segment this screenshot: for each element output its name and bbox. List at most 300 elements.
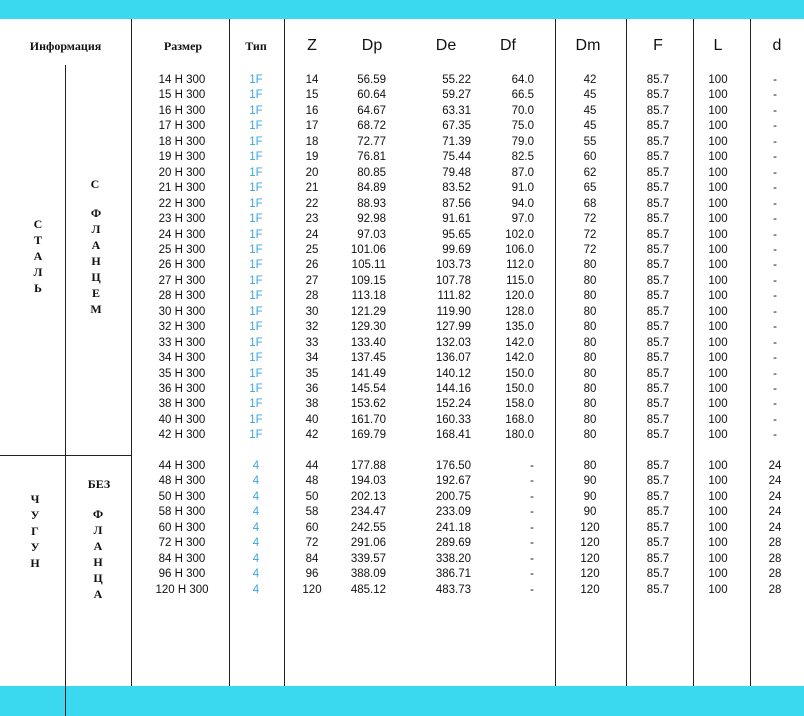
cell-f: 85.7 (646, 490, 670, 503)
table-row (0, 150, 804, 165)
cell-d: 24 (768, 460, 782, 472)
cell-dp: 121.29 (350, 305, 386, 318)
cell-type: 1F (249, 120, 263, 133)
cell-size: 22 H 300 (158, 197, 206, 210)
cell-d: - (773, 243, 777, 256)
cell-dp: 60.64 (357, 89, 386, 102)
cell-df: - (530, 490, 534, 503)
table-row (0, 166, 804, 181)
cell-l: 100 (708, 182, 728, 195)
cell-f: 85.7 (646, 352, 670, 365)
cell-type: 1F (249, 228, 263, 241)
table-row (0, 197, 804, 212)
cell-z: 19 (305, 151, 319, 164)
cell-df: - (530, 583, 534, 596)
cell-dm: 120 (580, 537, 600, 550)
cell-dp: 101.06 (350, 243, 386, 256)
cell-f: 85.7 (646, 135, 670, 148)
cell-d: - (773, 413, 777, 426)
table-row (0, 474, 804, 489)
cell-dm: 80 (583, 413, 597, 426)
cell-dm: 68 (583, 197, 597, 210)
cell-type: 4 (252, 490, 260, 503)
cell-l: 100 (708, 398, 728, 411)
cell-l: 100 (708, 166, 728, 179)
cell-l: 100 (708, 274, 728, 287)
cell-df: 82.5 (511, 151, 534, 164)
cell-size: 30 H 300 (158, 305, 206, 318)
cell-size: 26 H 300 (158, 259, 206, 272)
cell-size: 27 H 300 (158, 274, 206, 287)
cell-type: 1F (249, 398, 263, 411)
cell-type: 1F (249, 429, 263, 442)
cell-type: 4 (252, 506, 260, 519)
cell-size: 40 H 300 (158, 413, 206, 426)
cell-dp: 137.45 (350, 352, 386, 365)
cell-d: - (773, 290, 777, 303)
label-letter: С (33, 217, 43, 231)
cell-df: 168.0 (505, 413, 534, 426)
cell-type: 4 (252, 475, 260, 488)
cell-z: 60 (305, 521, 319, 534)
cell-type: 1F (249, 383, 263, 395)
cell-type: 1F (249, 259, 263, 272)
label-letter: Н (91, 254, 101, 268)
cell-de: 160.33 (435, 413, 471, 426)
cell-de: 233.09 (435, 506, 471, 519)
cell-de: 75.44 (442, 151, 471, 164)
cell-type: 1F (249, 290, 263, 303)
cell-d: - (773, 104, 777, 117)
cell-d: - (773, 274, 777, 287)
cell-d: - (773, 135, 777, 148)
cell-size: 24 H 300 (158, 228, 206, 241)
cell-z: 22 (305, 197, 319, 210)
label-letter: Н (30, 556, 40, 570)
cell-de: 59.27 (442, 89, 471, 102)
table-row (0, 382, 804, 397)
cell-size: 60 H 300 (158, 521, 206, 534)
cell-df: - (530, 552, 534, 565)
cell-dp: 234.47 (350, 506, 386, 519)
cell-type: 1F (249, 305, 263, 318)
cell-dp: 97.03 (357, 228, 386, 241)
cell-size: 32 H 300 (158, 321, 206, 334)
table-row (0, 305, 804, 320)
cell-dm: 90 (583, 490, 597, 503)
cell-z: 34 (305, 352, 319, 365)
cell-type: 1F (249, 413, 263, 426)
cell-dm: 120 (580, 552, 600, 565)
cell-dp: 56.59 (357, 74, 386, 86)
cell-size: 72 H 300 (158, 537, 206, 550)
cell-de: 200.75 (435, 490, 471, 503)
cell-de: 483.73 (435, 583, 471, 596)
cell-df: 180.0 (505, 429, 534, 442)
cell-d: 28 (768, 537, 782, 550)
cell-f: 85.7 (646, 290, 670, 303)
table-row (0, 135, 804, 150)
cell-type: 1F (249, 352, 263, 365)
cell-f: 85.7 (646, 521, 670, 534)
cell-dm: 72 (583, 228, 597, 241)
cell-de: 91.61 (442, 213, 471, 226)
header-type: Тип (245, 39, 267, 53)
cell-dp: 133.40 (350, 336, 386, 349)
cell-z: 15 (305, 89, 319, 102)
cell-z: 30 (305, 305, 319, 318)
table-row (0, 228, 804, 243)
label-letter: Л (91, 222, 101, 236)
cell-df: 66.5 (511, 89, 534, 102)
cell-z: 72 (305, 537, 319, 550)
cell-z: 25 (305, 243, 319, 256)
cell-d: - (773, 352, 777, 365)
table-row (0, 320, 804, 335)
cell-type: 1F (249, 243, 263, 256)
cell-size: 35 H 300 (158, 367, 206, 380)
table-row (0, 73, 804, 88)
label-letter: А (33, 249, 43, 263)
cell-df: 102.0 (505, 228, 534, 241)
cell-dp: 202.13 (350, 490, 386, 503)
cell-d: - (773, 336, 777, 349)
cell-dm: 80 (583, 460, 597, 472)
cell-d: - (773, 182, 777, 195)
cell-df: 142.0 (505, 352, 534, 365)
cell-l: 100 (708, 290, 728, 303)
cell-z: 27 (305, 274, 319, 287)
label-letter: А (93, 587, 103, 601)
cell-dm: 45 (583, 89, 597, 102)
cell-dm: 62 (583, 166, 597, 179)
cell-size: 15 H 300 (158, 89, 206, 102)
table-row (0, 583, 804, 598)
cell-dm: 60 (583, 151, 597, 164)
cell-df: 70.0 (511, 104, 534, 117)
cell-de: 127.99 (435, 321, 471, 334)
cell-type: 4 (252, 537, 260, 550)
cell-l: 100 (708, 151, 728, 164)
cell-de: 71.39 (442, 135, 471, 148)
cell-f: 85.7 (646, 429, 670, 442)
cell-dm: 80 (583, 321, 597, 334)
cell-df: 112.0 (506, 259, 534, 272)
cell-de: 63.31 (442, 104, 471, 117)
table-row (0, 552, 804, 567)
cell-d: - (773, 367, 777, 380)
cell-size: 36 H 300 (158, 383, 206, 395)
cell-z: 23 (305, 213, 319, 226)
label-letter: А (93, 539, 103, 553)
cell-z: 42 (305, 429, 319, 442)
cell-de: 289.69 (435, 537, 471, 550)
cell-df: 120.0 (505, 290, 534, 303)
cell-dp: 76.81 (357, 151, 386, 164)
table-row (0, 521, 804, 536)
cell-l: 100 (708, 213, 728, 226)
cell-size: 28 H 300 (158, 290, 206, 303)
cell-d: 28 (768, 583, 782, 596)
cell-l: 100 (708, 197, 728, 210)
cell-f: 85.7 (646, 228, 670, 241)
iron-flange-prefix: БЕЗ (87, 477, 111, 491)
cell-dm: 80 (583, 352, 597, 365)
header-dp: Dp (361, 37, 383, 54)
cell-size: 23 H 300 (158, 213, 206, 226)
header-info: Информация (29, 39, 102, 53)
cell-type: 1F (249, 336, 263, 349)
header-f: F (653, 37, 663, 54)
cell-de: 103.73 (435, 259, 471, 272)
cell-type: 1F (249, 104, 263, 117)
cell-d: - (773, 305, 777, 318)
table-row (0, 459, 804, 474)
header-d: d (772, 37, 782, 54)
cell-f: 85.7 (646, 383, 670, 395)
cell-type: 1F (249, 74, 263, 86)
table-row (0, 505, 804, 520)
cell-df: - (530, 475, 534, 488)
cell-size: 18 H 300 (158, 135, 206, 148)
cell-z: 18 (305, 135, 319, 148)
label-letter: Ф (92, 507, 104, 521)
table-row (0, 258, 804, 273)
cell-l: 100 (708, 228, 728, 241)
cell-f: 85.7 (646, 537, 670, 550)
cell-size: 16 H 300 (158, 104, 206, 117)
group-separator (0, 455, 131, 456)
cell-dp: 68.72 (357, 120, 386, 133)
cell-f: 85.7 (646, 120, 670, 133)
cell-de: 99.69 (442, 243, 471, 256)
cell-z: 35 (305, 367, 319, 380)
cell-dp: 88.93 (357, 197, 386, 210)
cell-f: 85.7 (646, 182, 670, 195)
cell-type: 1F (249, 151, 263, 164)
cell-dp: 141.49 (350, 367, 386, 380)
cell-dm: 80 (583, 367, 597, 380)
cell-dm: 90 (583, 475, 597, 488)
cell-type: 4 (252, 583, 260, 596)
cell-l: 100 (708, 259, 728, 272)
cell-l: 100 (708, 568, 728, 581)
cell-de: 87.56 (442, 197, 471, 210)
cell-z: 120 (302, 583, 322, 596)
header-df: Df (500, 37, 516, 54)
cell-z: 50 (305, 490, 319, 503)
cell-l: 100 (708, 429, 728, 442)
cell-size: 96 H 300 (158, 568, 206, 581)
cell-de: 95.65 (442, 228, 471, 241)
cell-df: 79.0 (511, 135, 534, 148)
cell-dm: 45 (583, 104, 597, 117)
cell-d: - (773, 120, 777, 133)
cell-l: 100 (708, 321, 728, 334)
cell-dm: 80 (583, 274, 597, 287)
cell-size: 38 H 300 (158, 398, 206, 411)
label-letter: М (90, 302, 102, 316)
cell-type: 4 (252, 460, 260, 472)
cell-dp: 145.54 (350, 383, 386, 395)
label-letter: Ц (91, 270, 101, 284)
cell-z: 24 (305, 228, 319, 241)
cell-z: 96 (305, 568, 319, 581)
cell-d: - (773, 259, 777, 272)
table-row (0, 567, 804, 582)
cell-df: 64.0 (511, 74, 534, 86)
cell-d: 28 (768, 552, 782, 565)
table-row (0, 289, 804, 304)
cell-size: 120 H 300 (155, 583, 209, 596)
cell-dm: 120 (580, 568, 600, 581)
cell-d: - (773, 228, 777, 241)
cell-dp: 194.03 (350, 475, 386, 488)
cell-f: 85.7 (646, 259, 670, 272)
cell-f: 85.7 (646, 89, 670, 102)
cell-df: 94.0 (511, 197, 534, 210)
cell-dp: 84.89 (357, 182, 386, 195)
label-letter: Т (33, 233, 42, 247)
cell-f: 85.7 (646, 197, 670, 210)
cell-l: 100 (708, 537, 728, 550)
label-letter: Ч (30, 492, 40, 506)
cell-d: 24 (768, 490, 782, 503)
cell-dp: 92.98 (357, 213, 386, 226)
table-row (0, 351, 804, 366)
table-row (0, 413, 804, 428)
table-row (0, 212, 804, 227)
cell-f: 85.7 (646, 305, 670, 318)
label-letter: Л (93, 523, 103, 537)
cell-l: 100 (708, 352, 728, 365)
cell-df: - (530, 460, 534, 472)
cell-df: - (530, 537, 534, 550)
cell-l: 100 (708, 552, 728, 565)
cell-l: 100 (708, 135, 728, 148)
cell-dp: 64.67 (357, 104, 386, 117)
cell-df: 135.0 (505, 321, 534, 334)
label-letter: Л (33, 265, 43, 279)
cell-df: - (530, 521, 534, 534)
cell-l: 100 (708, 583, 728, 596)
cell-dp: 80.85 (357, 166, 386, 179)
cell-z: 40 (305, 413, 319, 426)
cell-l: 100 (708, 243, 728, 256)
cell-df: 91.0 (511, 182, 534, 195)
steel-flange-prefix: С (90, 177, 100, 191)
cell-df: 87.0 (511, 166, 534, 179)
table-row (0, 119, 804, 134)
cell-dm: 80 (583, 290, 597, 303)
cell-type: 1F (249, 213, 263, 226)
cell-dm: 65 (583, 182, 597, 195)
cell-dm: 80 (583, 383, 597, 395)
header-size: Размер (163, 39, 203, 53)
cell-z: 14 (305, 74, 319, 86)
table-row (0, 397, 804, 412)
table-row (0, 274, 804, 289)
cell-f: 85.7 (646, 274, 670, 287)
cell-l: 100 (708, 89, 728, 102)
cell-z: 84 (305, 552, 319, 565)
cell-de: 192.67 (435, 475, 471, 488)
cell-dp: 169.79 (350, 429, 386, 442)
cell-dp: 485.12 (350, 583, 386, 596)
cell-type: 1F (249, 321, 263, 334)
cell-dp: 109.15 (350, 274, 386, 287)
cell-z: 20 (305, 166, 319, 179)
cell-dm: 72 (583, 243, 597, 256)
cell-de: 83.52 (442, 182, 471, 195)
cell-dp: 242.55 (350, 521, 386, 534)
cell-l: 100 (708, 74, 728, 86)
cell-z: 33 (305, 336, 319, 349)
cell-dm: 80 (583, 398, 597, 411)
cell-dp: 339.57 (350, 552, 386, 565)
table-row (0, 536, 804, 551)
cell-l: 100 (708, 305, 728, 318)
cell-f: 85.7 (646, 104, 670, 117)
cell-f: 85.7 (646, 552, 670, 565)
cell-dm: 80 (583, 259, 597, 272)
cell-dm: 42 (583, 74, 597, 86)
cell-dp: 161.70 (350, 413, 386, 426)
cell-size: 84 H 300 (158, 552, 206, 565)
cell-size: 58 H 300 (158, 506, 206, 519)
cell-dm: 90 (583, 506, 597, 519)
cell-f: 85.7 (646, 151, 670, 164)
cell-f: 85.7 (646, 398, 670, 411)
cell-z: 21 (305, 182, 319, 195)
cell-size: 25 H 300 (158, 243, 206, 256)
cell-df: 142.0 (505, 336, 534, 349)
cell-f: 85.7 (646, 506, 670, 519)
table-row (0, 88, 804, 103)
cell-l: 100 (708, 104, 728, 117)
cell-z: 17 (305, 120, 319, 133)
cell-dp: 105.11 (351, 259, 386, 272)
table-row (0, 181, 804, 196)
cell-de: 119.90 (436, 305, 471, 318)
cell-size: 34 H 300 (158, 352, 206, 365)
cell-z: 38 (305, 398, 319, 411)
cell-de: 176.50 (435, 460, 471, 472)
table-row (0, 428, 804, 443)
table-row (0, 490, 804, 505)
cell-d: 24 (768, 475, 782, 488)
cell-de: 107.78 (435, 274, 471, 287)
cell-type: 4 (252, 521, 260, 534)
label-letter: У (30, 508, 40, 522)
cell-type: 1F (249, 135, 263, 148)
cell-df: 150.0 (505, 383, 534, 395)
cell-size: 21 H 300 (158, 182, 206, 195)
cell-f: 85.7 (646, 74, 670, 86)
cell-d: - (773, 429, 777, 442)
cell-size: 42 H 300 (158, 429, 206, 442)
label-letter: Е (91, 286, 100, 300)
cell-dm: 80 (583, 336, 597, 349)
label-letter: Ь (34, 281, 42, 295)
cell-dm: 72 (583, 213, 597, 226)
cell-d: 24 (768, 521, 782, 534)
cell-d: - (773, 321, 777, 334)
cell-f: 85.7 (646, 367, 670, 380)
label-letter: А (91, 238, 101, 252)
cell-size: 19 H 300 (158, 151, 206, 164)
cell-dm: 80 (583, 305, 597, 318)
